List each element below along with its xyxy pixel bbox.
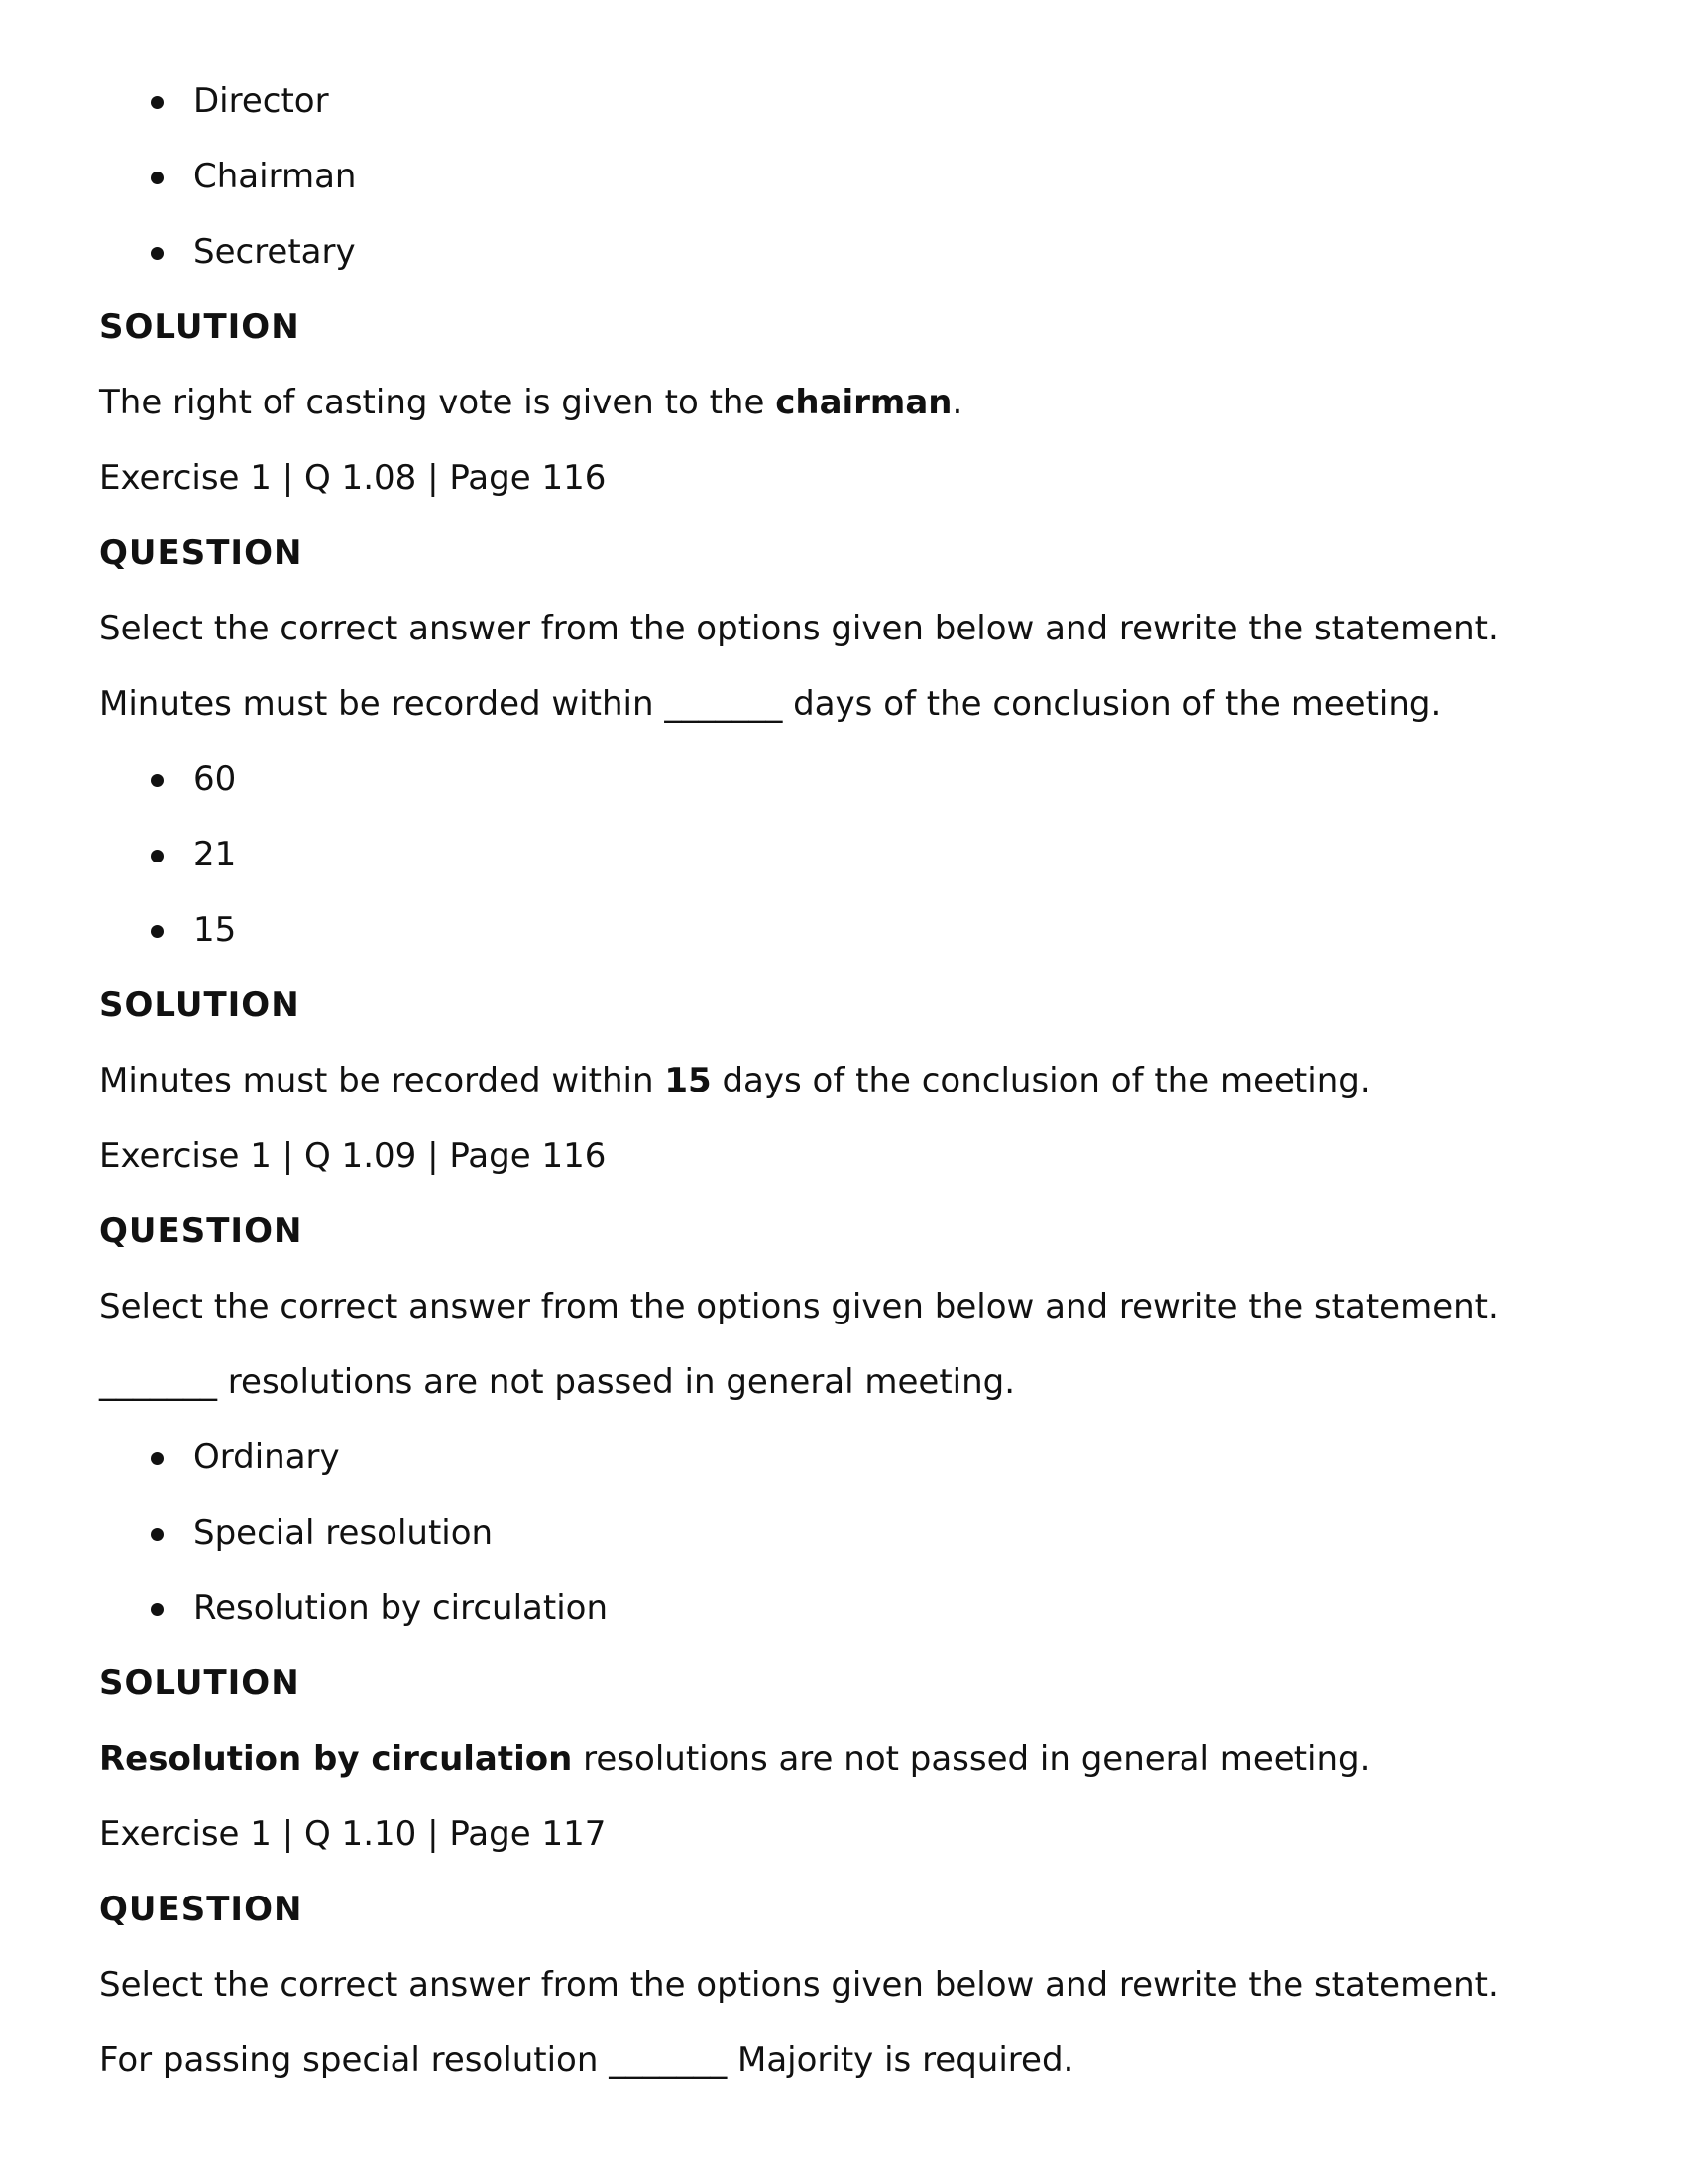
bullet [151, 172, 164, 184]
question-heading: QUESTION [99, 1211, 303, 1251]
question-instruction: Select the correct answer from the options given below and rewrite the statement. [99, 1965, 1499, 2005]
solution-answer: Resolution by circulation [99, 1739, 573, 1779]
option-item: Special resolution [193, 1513, 494, 1552]
option-item: 21 [193, 835, 237, 874]
bullet [151, 925, 164, 938]
question-instruction: Select the correct answer from the options given below and rewrite the statement. [99, 609, 1499, 648]
solution-answer: chairman [775, 383, 953, 422]
solution-text: The right of casting vote is given to the chairman. [99, 383, 963, 422]
bullet [151, 850, 164, 862]
solution-heading: SOLUTION [99, 985, 300, 1025]
solution-text: Minutes must be recorded within 15 days of the conclusion of the meeting. [99, 1061, 1371, 1100]
question-reference: Exercise 1 | Q 1.08 | Page 116 [99, 458, 607, 498]
question-heading: QUESTION [99, 533, 303, 573]
question-heading: QUESTION [99, 1890, 303, 1929]
question-reference: Exercise 1 | Q 1.10 | Page 117 [99, 1814, 607, 1854]
option-item: Chairman [193, 157, 357, 196]
bullet [151, 96, 164, 109]
bullet [151, 1603, 164, 1616]
bullet [151, 774, 164, 787]
option-item: Ordinary [193, 1437, 340, 1477]
solution-heading: SOLUTION [99, 1664, 300, 1703]
bullet [151, 1528, 164, 1541]
bullet [151, 1452, 164, 1465]
solution-text: Resolution by circulation resolutions are not passed in general meeting. [99, 1739, 1371, 1779]
solution-heading: SOLUTION [99, 307, 300, 347]
solution-answer: 15 [664, 1061, 712, 1100]
question-statement: For passing special resolution _______ Majority is required. [99, 2040, 1074, 2080]
question-instruction: Select the correct answer from the options given below and rewrite the statement. [99, 1287, 1499, 1326]
question-statement: _______ resolutions are not passed in general meeting. [99, 1362, 1016, 1402]
bullet [151, 247, 164, 260]
option-item: 15 [193, 910, 237, 950]
option-item: 60 [193, 759, 237, 799]
option-item: Secretary [193, 232, 356, 272]
option-item: Resolution by circulation [193, 1588, 608, 1628]
question-statement: Minutes must be recorded within _______ days of the conclusion of the meeting. [99, 684, 1442, 724]
question-reference: Exercise 1 | Q 1.09 | Page 116 [99, 1136, 607, 1176]
option-item: Director [193, 81, 329, 121]
